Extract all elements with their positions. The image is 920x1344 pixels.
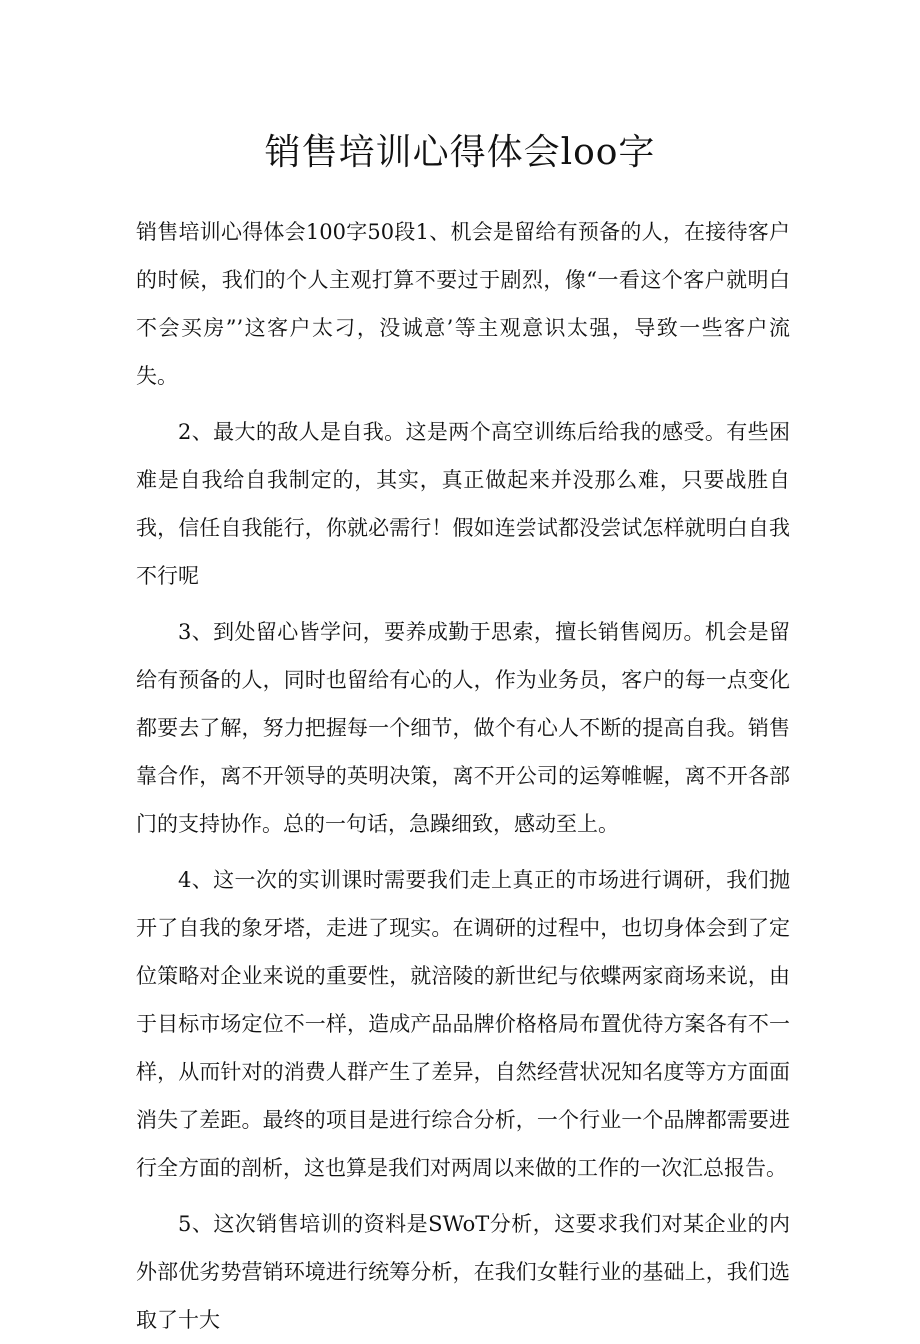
- document-body: [136, 208, 790, 1344]
- paragraph-1: 销售培训心得体会100字50段1、机会是留给有预备的人，在接待客户的时候，我们的个人主观打算不要过于剧烈，像“一看这个客户就明白不会买房”’这客户太刁，没诚意’等主观意识太强，导致一些客户流失。: [136, 220, 790, 388]
- paragraph-5: 5、这次销售培训的资料是SWoT分析，这要求我们对某企业的内外部优劣势营销环境进行统筹分析，在我们女鞋行业的基础上，我们选取了十大: [136, 1212, 790, 1332]
- paragraph-4: 4、这一次的实训课时需要我们走上真正的市场进行调研，我们抛开了自我的象牙塔，走进了现实。在调研的过程中，也切身体会到了定位策略对企业来说的重要性，就涪陵的新世纪与依蝶两家商场来说，由于目标市场定位不一样，造成产品品牌价格格局布置优待方案各有不一样，从而针对的消费人群产生了差异，自然经营状况知名度等方方面面消失了差距。最终的项目是进行综合分析，一个行业一个品牌都需要进行全方面的剖析，这也算是我们对两周以来做的工作的一次汇总报告。: [136, 868, 790, 1180]
- paragraph-3: 3、到处留心皆学问，要养成勤于思索，擅长销售阅历。机会是留给有预备的人，同时也留给有心的人，作为业务员，客户的每一点变化都要去了解，努力把握每一个细节，做个有心人不断的提高自我。销售靠合作，离不开领导的英明决策，离不开公司的运筹帷幄，离不开各部门的支持协作。总的一句话，急躁细致，感动至上。: [136, 620, 790, 836]
- paragraph-2: 2、最大的敌人是自我。这是两个高空训练后给我的感受。有些困难是自我给自我制定的，其实，真正做起来并没那么难，只要战胜自我，信任自我能行，你就必需行！假如连尝试都没尝试怎样就明白自我不行呢: [136, 420, 790, 588]
- document-title: 销售培训心得体会loo字: [264, 132, 656, 173]
